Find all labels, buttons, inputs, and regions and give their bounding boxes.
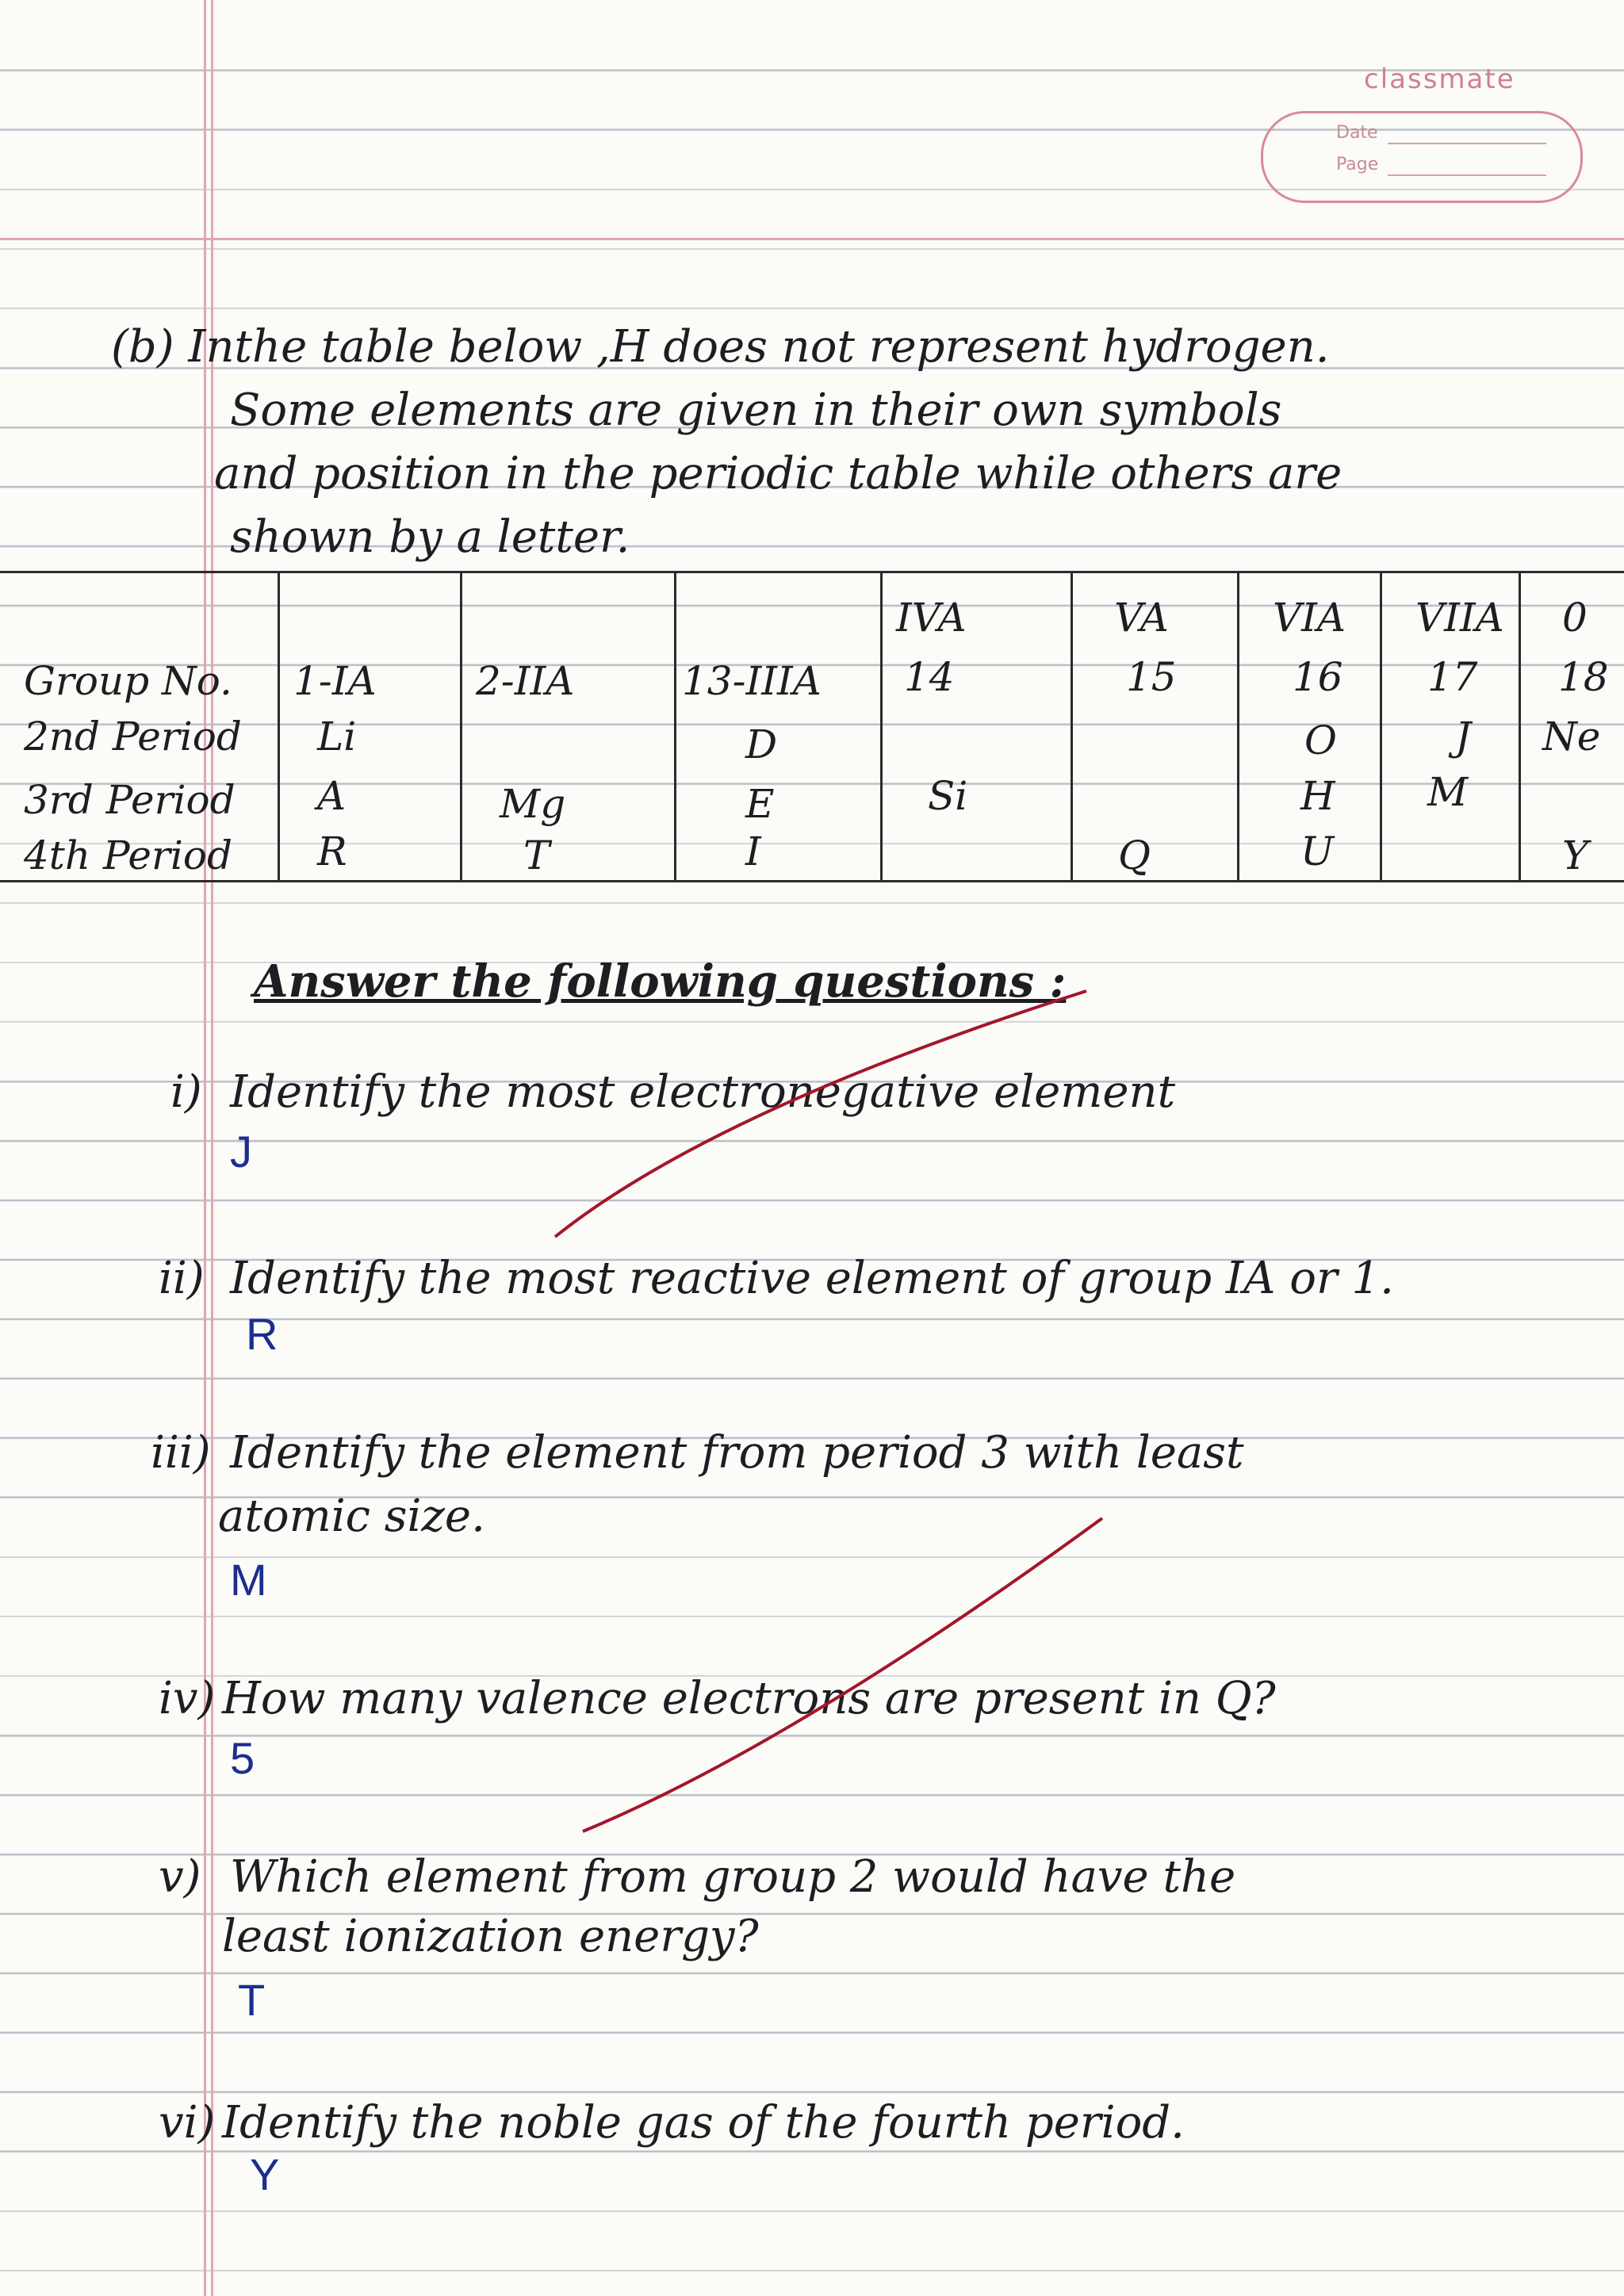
group-num-14: 14 [904,654,955,700]
intro-line-2: Some elements are given in their own symbols [230,385,1282,436]
cell-2-g17: J [1455,714,1472,760]
intro-line-1: (b) Inthe table below ,H does not represent hydrogen. [111,321,1330,373]
q4-number: iv) [159,1673,216,1724]
red-tick-1 [555,991,1086,1237]
q5-text: Which element from group 2 would have the [230,1851,1236,1903]
cell-3-g1: A [317,773,347,819]
row-label-3rd: 3rd Period [24,777,236,823]
q4-text: How many valence electrons are present in Q? [222,1673,1276,1724]
cell-4-g2: T [523,832,550,878]
group-num-15: 15 [1126,654,1177,700]
cell-3-g2: Mg [500,781,566,827]
q3-text-line2: atomic size. [218,1490,485,1542]
cell-3-g14: Si [928,773,968,819]
group-col-2: 2-IIA [476,658,575,704]
intro-line-4: shown by a letter. [230,511,630,563]
q2-answer: R [246,1309,278,1359]
q5-text-line2: least ionization energy? [222,1911,759,1962]
group-col-1: 1-IA [293,658,377,704]
q1-number: i) [170,1066,202,1118]
q6-answer: Y [250,2149,280,2199]
cell-2-g13: D [745,721,778,767]
header-roman-14: IVA [896,595,967,641]
cell-4-g1: R [317,828,347,874]
brand-name: classmate [1364,63,1515,95]
group-num-18: 18 [1558,654,1609,700]
header-roman-18: 0 [1562,595,1588,641]
header-roman-17: VIIA [1415,595,1504,641]
group-num-16: 16 [1293,654,1343,700]
q4-answer: 5 [230,1733,255,1783]
q5-number: v) [159,1851,201,1903]
q3-text: Identify the element from period 3 with least [230,1427,1244,1479]
header-roman-15: VA [1114,595,1169,641]
q1-text: Identify the most electronegative element [230,1066,1176,1118]
header-roman-16: VIA [1273,595,1346,641]
date-label: Date [1336,123,1378,143]
q3-answer: M [230,1555,267,1605]
cell-2-g18: Ne [1542,714,1601,760]
q2-text: Identify the most reactive element of group IA or 1. [230,1253,1394,1304]
cell-4-g15: Q [1118,832,1151,878]
cell-3-g17: M [1427,769,1469,815]
page-label: Page [1336,155,1379,174]
q6-text: Identify the noble gas of the fourth period. [222,2097,1185,2149]
q1-answer: J [230,1127,252,1177]
cell-4-g13: I [745,828,761,874]
group-col-13: 13-IIIA [682,658,822,704]
intro-line-3: and position in the periodic table while others are [214,448,1342,499]
group-no-label: Group No. [24,658,232,704]
cell-3-g13: E [745,781,775,827]
cell-2-g1: Li [317,714,357,760]
cell-4-g16: U [1300,828,1335,874]
cell-3-g16: H [1300,773,1335,819]
row-label-2nd: 2nd Period [24,714,242,760]
q2-number: ii) [159,1253,205,1304]
red-tick-2 [583,1518,1102,1831]
q3-number: iii) [151,1427,211,1479]
group-num-17: 17 [1427,654,1478,700]
q5-answer: T [238,1975,266,2025]
questions-heading: Answer the following questions : [254,955,1067,1008]
cell-4-g18: Y [1562,832,1589,878]
cell-2-g16: O [1304,718,1337,763]
q6-number: vi) [159,2097,216,2149]
row-label-4th: 4th Period [24,832,232,878]
